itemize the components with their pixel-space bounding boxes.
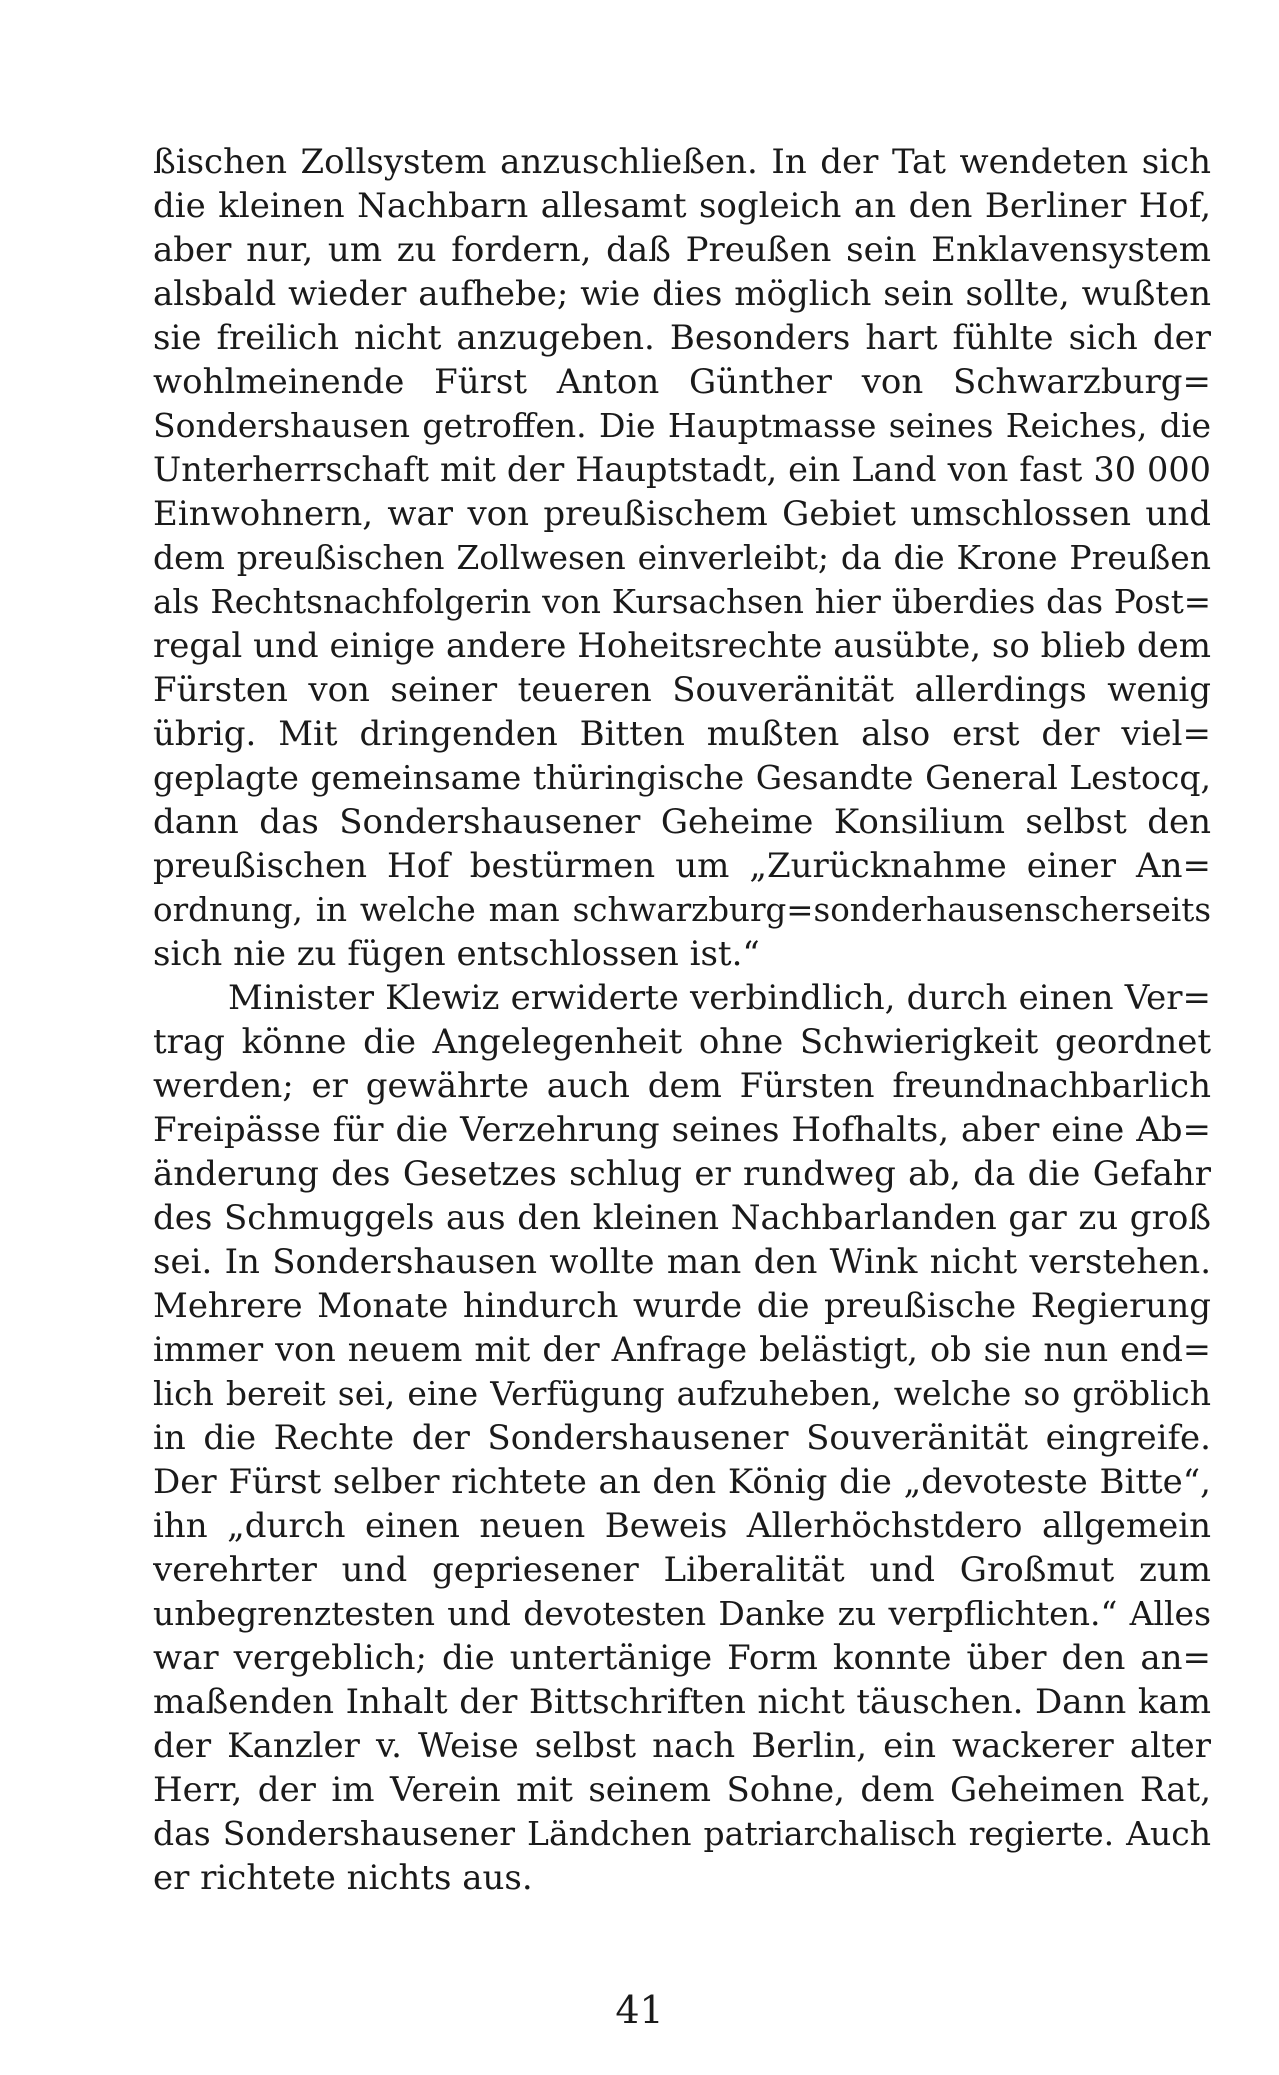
text-line: als Rechtsnachfolgerin von Kursachsen hier überdies das Post=	[153, 583, 1211, 621]
text-line: regal und einige andere Hoheitsrechte ausübte, so blieb dem	[153, 626, 1211, 666]
text-line: unbegrenztesten und devotesten Danke zu verpflichten.“ Alles	[153, 1594, 1211, 1633]
text-line: sei. In Sondershausen wollte man den Wink nicht verstehen.	[153, 1242, 1211, 1282]
text-line: Der Fürst selber richtete an den König die „devoteste Bitte“,	[153, 1462, 1211, 1502]
text-line: dem preußischen Zollwesen einverleibt; da die Krone Preußen	[153, 538, 1211, 577]
text-line: Freipässe für die Verzehrung seines Hofhalts, aber eine Ab=	[153, 1110, 1211, 1150]
text-line: dann das Sondershausener Geheime Konsilium selbst den	[153, 802, 1211, 842]
text-line: immer von neuem mit der Anfrage belästigt, ob sie nun end=	[153, 1330, 1211, 1369]
text-line: verehrter und gepriesener Liberalität und Großmut zum	[153, 1550, 1211, 1590]
text-line: in die Rechte der Sondershausener Souveränität eingreife.	[153, 1418, 1211, 1458]
text-line: trag könne die Angelegenheit ohne Schwierigkeit geordnet	[153, 1022, 1211, 1062]
text-line: lich bereit sei, eine Verfügung aufzuheben, welche so gröblich	[153, 1374, 1211, 1413]
text-line: Herr, der im Verein mit seinem Sohne, dem Geheimen Rat,	[153, 1770, 1211, 1810]
text-line: Fürsten von seiner teueren Souveränität allerdings wenig	[153, 670, 1211, 710]
text-line: alsbald wieder aufhebe; wie dies möglich sein sollte, wußten	[153, 274, 1211, 314]
text-line: Sondershausen getroffen. Die Hauptmasse seines Reiches, die	[153, 406, 1211, 445]
text-line: preußischen Hof bestürmen um „Zurücknahme einer An=	[153, 846, 1211, 886]
text-line: die kleinen Nachbarn allesamt sogleich an den Berliner Hof,	[153, 186, 1211, 226]
text-line: das Sondershausener Ländchen patriarchalisch regierte. Auch	[153, 1814, 1211, 1853]
text-line: Mehrere Monate hindurch wurde die preußische Regierung	[153, 1286, 1211, 1326]
text-line: Minister Klewiz erwiderte verbindlich, durch einen Ver=	[228, 978, 1211, 1018]
text-line: wohlmeinende Fürst Anton Günther von Schwarzburg=	[153, 362, 1211, 402]
text-line: sie freilich nicht anzugeben. Besonders hart fühlte sich der	[153, 318, 1211, 358]
text-line: der Kanzler v. Weise selbst nach Berlin, ein wackerer alter	[153, 1726, 1211, 1766]
text-line: Einwohnern, war von preußischem Gebiet umschlossen und	[153, 494, 1211, 534]
page-number: 41	[615, 1988, 664, 2032]
text-line: er richtete nichts aus.	[153, 1858, 533, 1898]
text-line: aber nur, um zu fordern, daß Preußen sein Enklavensystem	[153, 230, 1211, 270]
text-line: ordnung, in welche man schwarzburg=sonderhausenscherseits	[153, 891, 1211, 929]
text-line: geplagte gemeinsame thüringische Gesandte General Lestocq,	[153, 758, 1211, 797]
text-line: Unterherrschaft mit der Hauptstadt, ein Land von fast 30 000	[153, 450, 1211, 489]
text-line: übrig. Mit dringenden Bitten mußten also erst der viel=	[153, 714, 1211, 754]
text-line: ßischen Zollsystem anzuschließen. In der Tat wendeten sich	[153, 142, 1211, 182]
text-line: war vergeblich; die untertänige Form konnte über den an=	[153, 1638, 1211, 1678]
text-line: des Schmuggels aus den kleinen Nachbarlanden gar zu groß	[153, 1198, 1211, 1238]
text-line: sich nie zu fügen entschlossen ist.“	[153, 934, 760, 974]
text-line: maßenden Inhalt der Bittschriften nicht täuschen. Dann kam	[153, 1682, 1211, 1722]
text-line: werden; er gewährte auch dem Fürsten freundnachbarlich	[153, 1066, 1211, 1106]
text-line: änderung des Gesetzes schlug er rundweg ab, da die Gefahr	[153, 1154, 1211, 1194]
text-line: ihn „durch einen neuen Beweis Allerhöchstdero allgemein	[153, 1506, 1211, 1546]
